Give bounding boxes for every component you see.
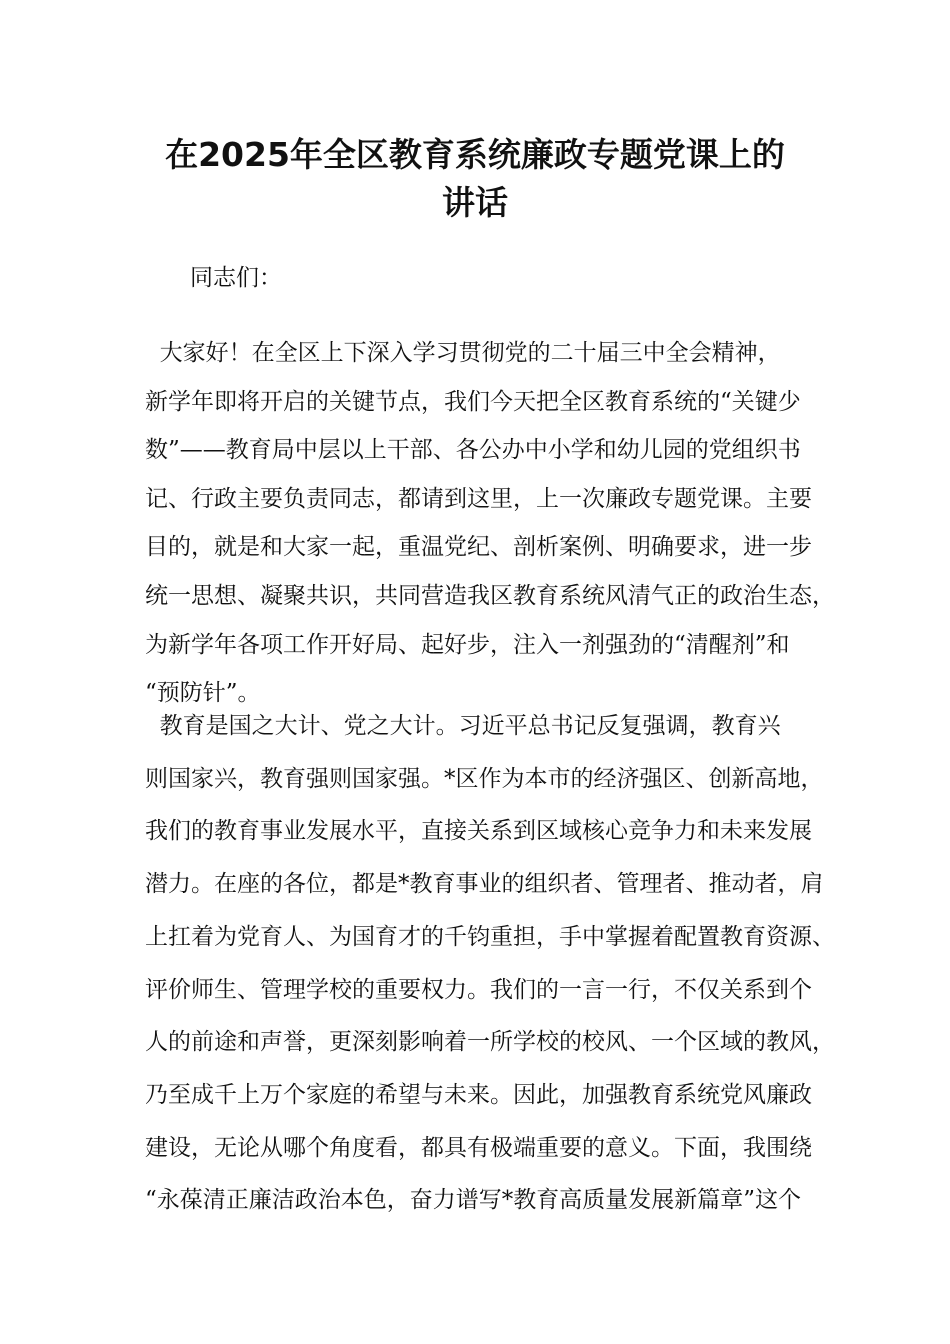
text-line-content: 数”——教育局中层以上干部、各公办中小学和幼儿园的党组织书 [145,437,801,464]
text-line-content: 为新学年各项工作开好局、起好步，注入一剂强劲的“清醒剂”和 [145,631,790,658]
document-title-line-1: 在2025年全区教育系统廉政专题党课上的 [165,135,785,174]
text-line-content: 统一思想、凝聚共识，共同营造我区教育系统风清气正的政治生态， [145,583,835,609]
text-line-content: 目的，就是和大家一起，重温党纪、剖析案例、明确要求，进一步 [145,534,812,561]
text-line-content: 人的前途和声誉，更深刻影响着一所学校的校风、一个区域的教风， [145,1029,835,1056]
text-line-content: 我们的教育事业发展水平，直接关系到区域核心竞争力和未来发展 [145,818,812,845]
text-line-content: “永葆清正廉洁政治本色，奋力谱写*教育高质量发展新篇章”这个 [145,1187,802,1214]
greeting: 同志们： [190,265,282,291]
text-line-content: 潜力。在座的各位，都是*教育事业的组织者、管理者、推动者，肩 [145,871,824,898]
text-line-content: 评价师生、管理学校的重要权力。我们的一言一行，不仅关系到个 [145,976,812,1003]
text-line-content: 大家好！在全区上下深入学习贯彻党的二十届三中全会精神， [145,340,781,366]
text-line-content: 建设，无论从哪个角度看，都具有极端重要的意义。下面，我围绕 [145,1134,812,1161]
text-line-content: 记、行政主要负责同志，都请到这里，上一次廉政专题党课。主要 [145,485,812,512]
text-line-content: 上扛着为党育人、为国育才的千钧重担，手中掌握着配置教育资源、 [145,923,835,950]
text-line-content: 新学年即将开启的关键节点，我们今天把全区教育系统的“关键少 [145,388,801,415]
text-line-content: “预防针”。 [145,680,261,707]
document-title-line-2: 讲话 [442,183,508,222]
text-line-content: 则国家兴，教育强则国家强。*区作为本市的经济强区、创新高地， [145,765,824,792]
text-line-content: 教育是国之大计、党之大计。习近平总书记反复强调，教育兴 [145,713,781,739]
text-line-content: 乃至成千上万个家庭的希望与未来。因此，加强教育系统党风廉政 [145,1081,812,1108]
